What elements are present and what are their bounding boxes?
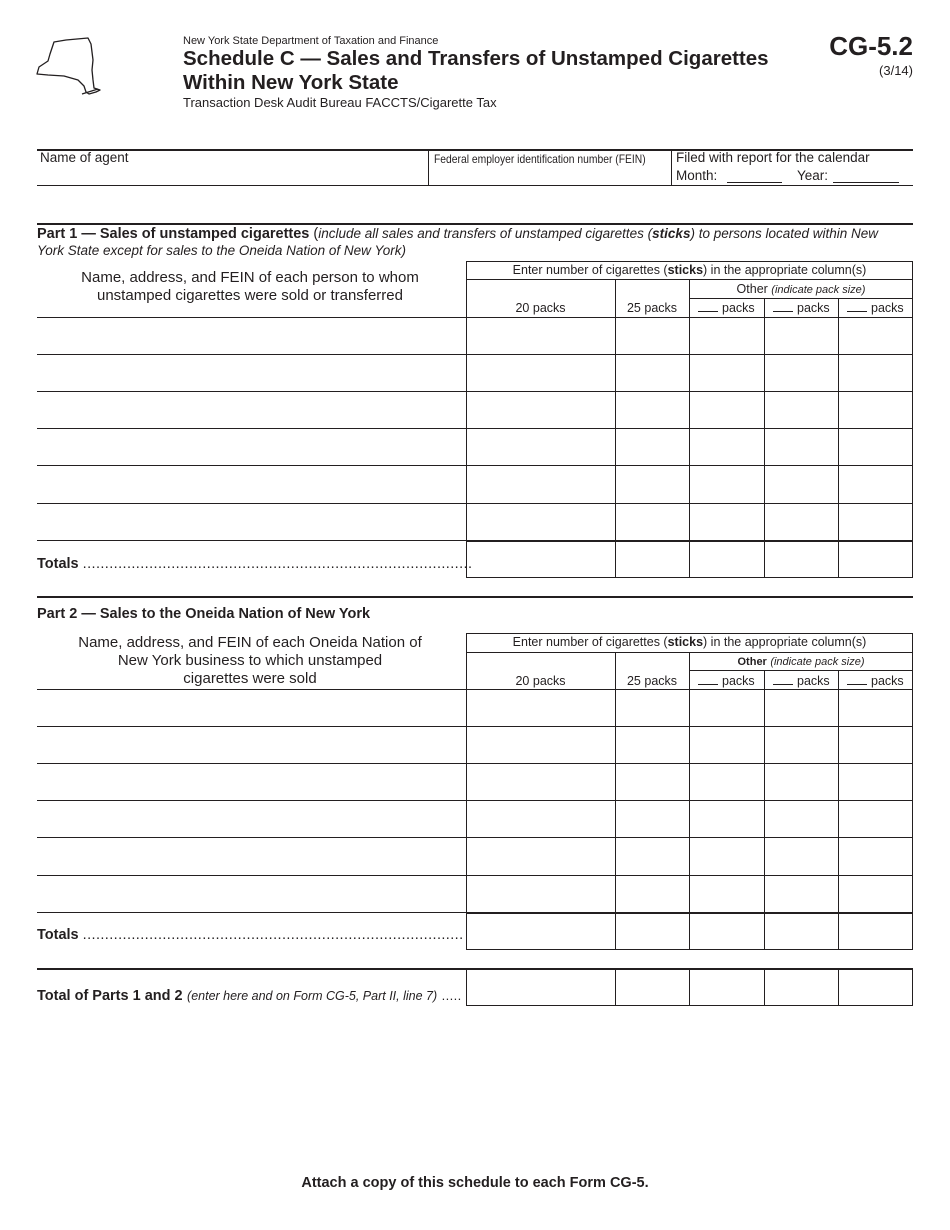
table-row[interactable] [37,800,913,801]
year-label: Year: [797,168,829,183]
part2-totals-row[interactable] [466,949,913,950]
part2-totals-label: Totals ...................................................................................... [37,927,464,943]
part1-enter-number-header: Enter number of cigarettes (sticks) in the appropriate column(s) [512,263,867,277]
month-field[interactable] [727,182,782,183]
part1-other-header: Other (indicate pack size) [736,282,866,296]
part2-other-header: Other (indicate pack size) [737,656,865,668]
month-label: Month: [676,168,718,183]
table-row[interactable] [37,837,913,838]
agent-name-label: Name of agent [40,150,129,165]
table-row[interactable] [37,726,913,727]
table-row[interactable] [37,354,913,355]
part2-name-column-header: Name, address, and FEIN of each Oneida Nation of New York business to which unstamped cigarettes were sold [78,634,422,687]
part1-col-20-packs: 20 packs [515,301,566,315]
new-york-state-map-logo [34,34,106,98]
part2-enter-number-header: Enter number of cigarettes (sticks) in the appropriate column(s) [512,635,867,649]
part1-name-column-header: Name, address, and FEIN of each person to whom unstamped cigarettes were sold or transferred [81,269,419,304]
part2-col-other-1[interactable]: packs [698,674,755,688]
part1-col-other-2[interactable]: packs [773,301,830,315]
part1-col-other-1[interactable]: packs [698,301,755,315]
form-revision: (3/14) [879,63,913,78]
part1-col-25-packs: 25 packs [626,301,678,315]
part2-col-20-packs: 20 packs [515,674,566,688]
table-row[interactable] [37,428,913,429]
department-name: New York State Department of Taxation and Finance [183,35,439,47]
part1-col-other-3[interactable]: packs [847,301,904,315]
part1-heading-continued: York State except for sales to the Oneida Nation of New York) [37,243,406,258]
part1-totals-label: Totals ........................................................................................ [37,556,473,572]
table-row[interactable] [37,391,913,392]
year-field[interactable] [833,182,899,183]
form-number: CG-5.2 [829,31,913,61]
table-row[interactable] [37,465,913,466]
fein-label: Federal employer identification number (FEIN) [434,152,646,166]
part1-totals-row[interactable] [466,577,913,578]
table-row[interactable] [37,763,913,764]
footer-note: Attach a copy of this schedule to each Form CG-5. [301,1175,649,1191]
filed-calendar-label: Filed with report for the calendar [676,150,870,165]
bureau-name: Transaction Desk Audit Bureau FACCTS/Cigarette Tax [183,95,497,110]
table-row[interactable] [37,503,913,504]
part2-col-other-3[interactable]: packs [847,674,904,688]
part2-col-25-packs: 25 packs [626,674,678,688]
table-row[interactable] [37,875,913,876]
form-title-line2: Within New York State [183,71,399,94]
form-title-line1: Schedule C — Sales and Transfers of Unstamped Cigarettes [183,47,769,70]
part1-heading: Part 1 — Sales of unstamped cigarettes (include all sales and transfers of unstamped cigarettes (sticks) to persons located within New [37,226,879,242]
grand-total-label: Total of Parts 1 and 2 (enter here and on Form CG-5, Part II, line 7) ..... [37,988,462,1004]
part2-col-other-2[interactable]: packs [773,674,830,688]
part2-heading: Part 2 — Sales to the Oneida Nation of New York [37,606,371,622]
